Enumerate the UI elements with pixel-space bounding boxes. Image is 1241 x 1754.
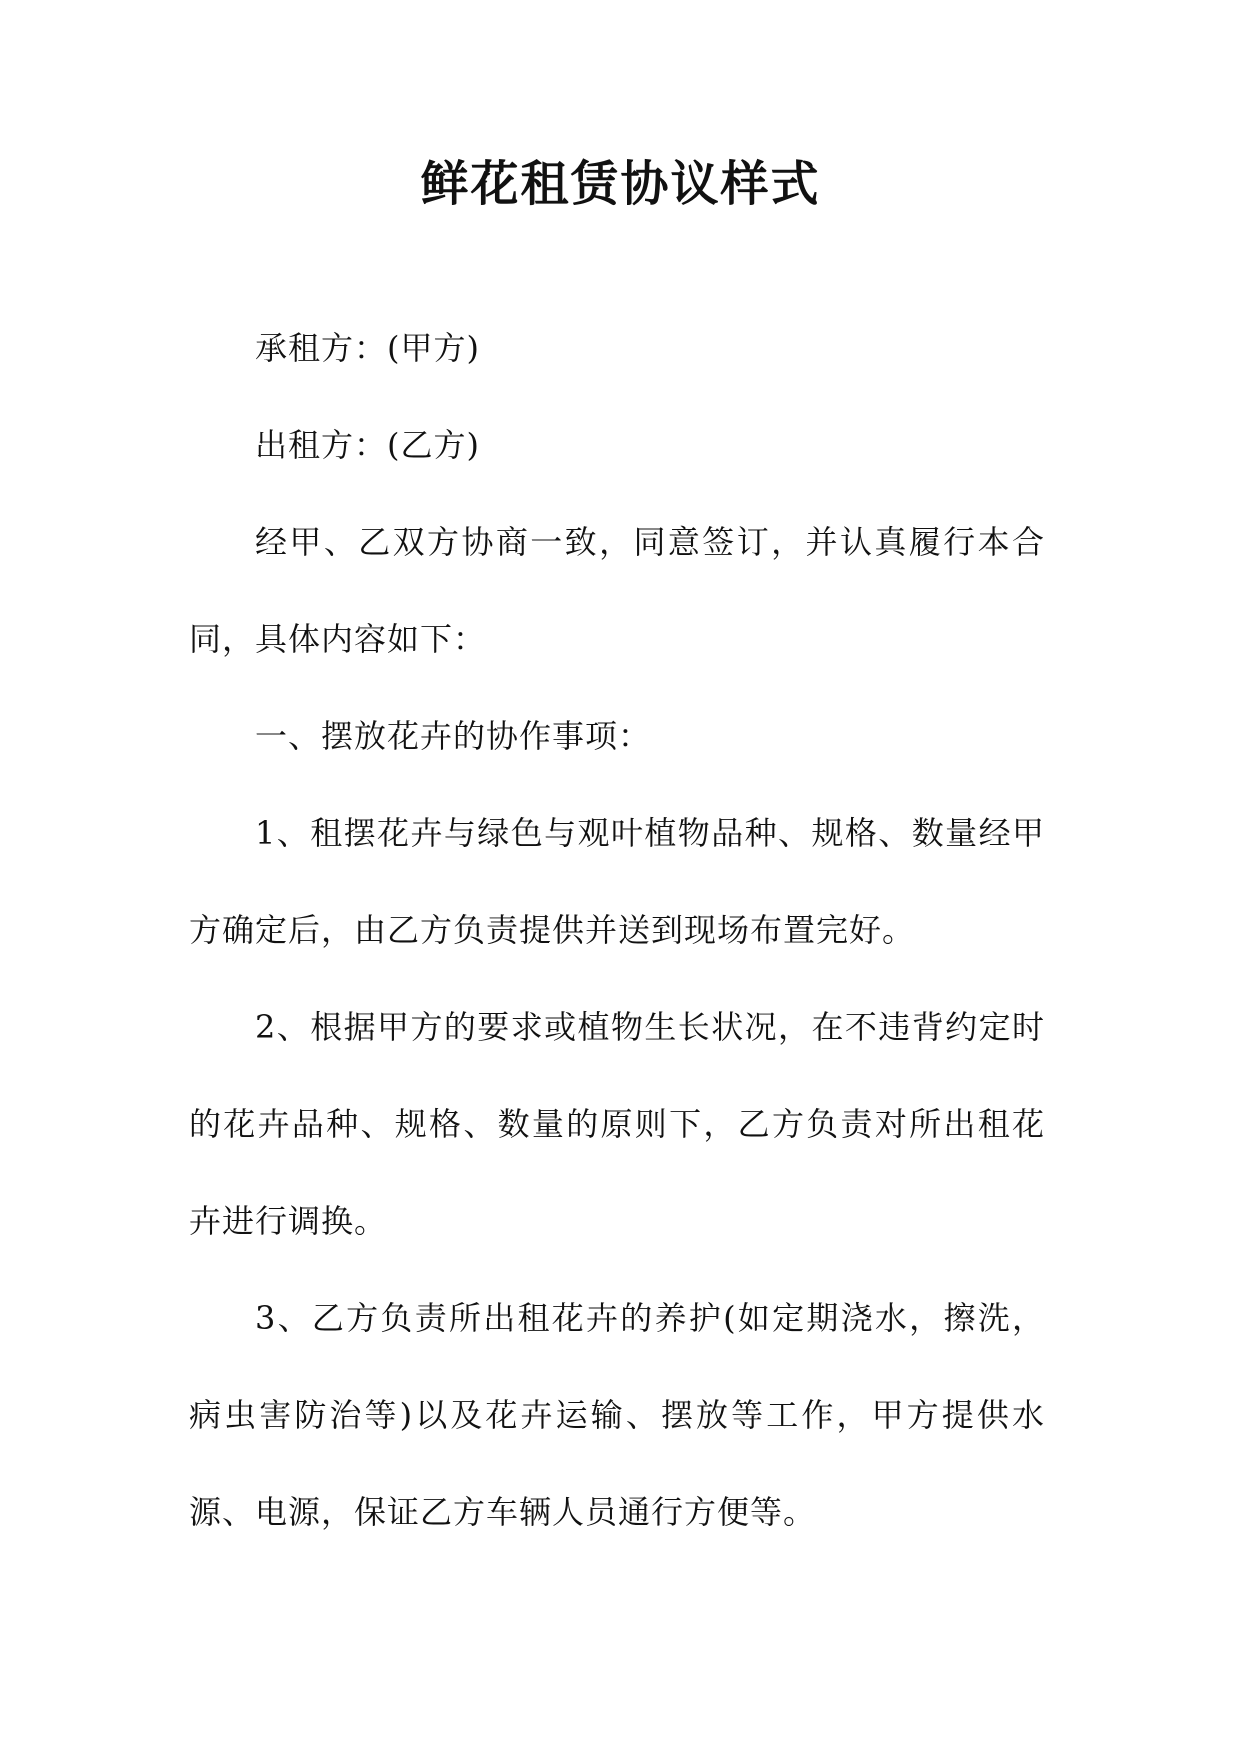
section-heading: 一、摆放花卉的协作事项： xyxy=(255,717,652,755)
lessor-line: 出租方：(乙方) xyxy=(255,426,480,464)
lessee-line: 承租方：(甲方) xyxy=(255,329,480,367)
clause-3: 3、乙方负责所出租花卉的养护(如定期浇水，擦洗，病虫害防治等)以及花卉运输、摆放等工作，甲方提供水源、电源，保证乙方车辆人员通行方便等。 xyxy=(189,1299,1045,1531)
clause-1: 1、租摆花卉与绿色与观叶植物品种、规格、数量经甲方确定后，由乙方负责提供并送到现场布置完好。 xyxy=(189,814,1045,949)
document-title: 鲜花租赁协议样式 xyxy=(420,156,821,212)
preamble-paragraph: 经甲、乙双方协商一致，同意签订，并认真履行本合同，具体内容如下： xyxy=(189,523,1045,658)
document-body xyxy=(189,300,1045,1561)
clause-2: 2、根据甲方的要求或植物生长状况，在不违背约定时的花卉品种、规格、数量的原则下，乙方负责对所出租花卉进行调换。 xyxy=(189,1008,1045,1240)
